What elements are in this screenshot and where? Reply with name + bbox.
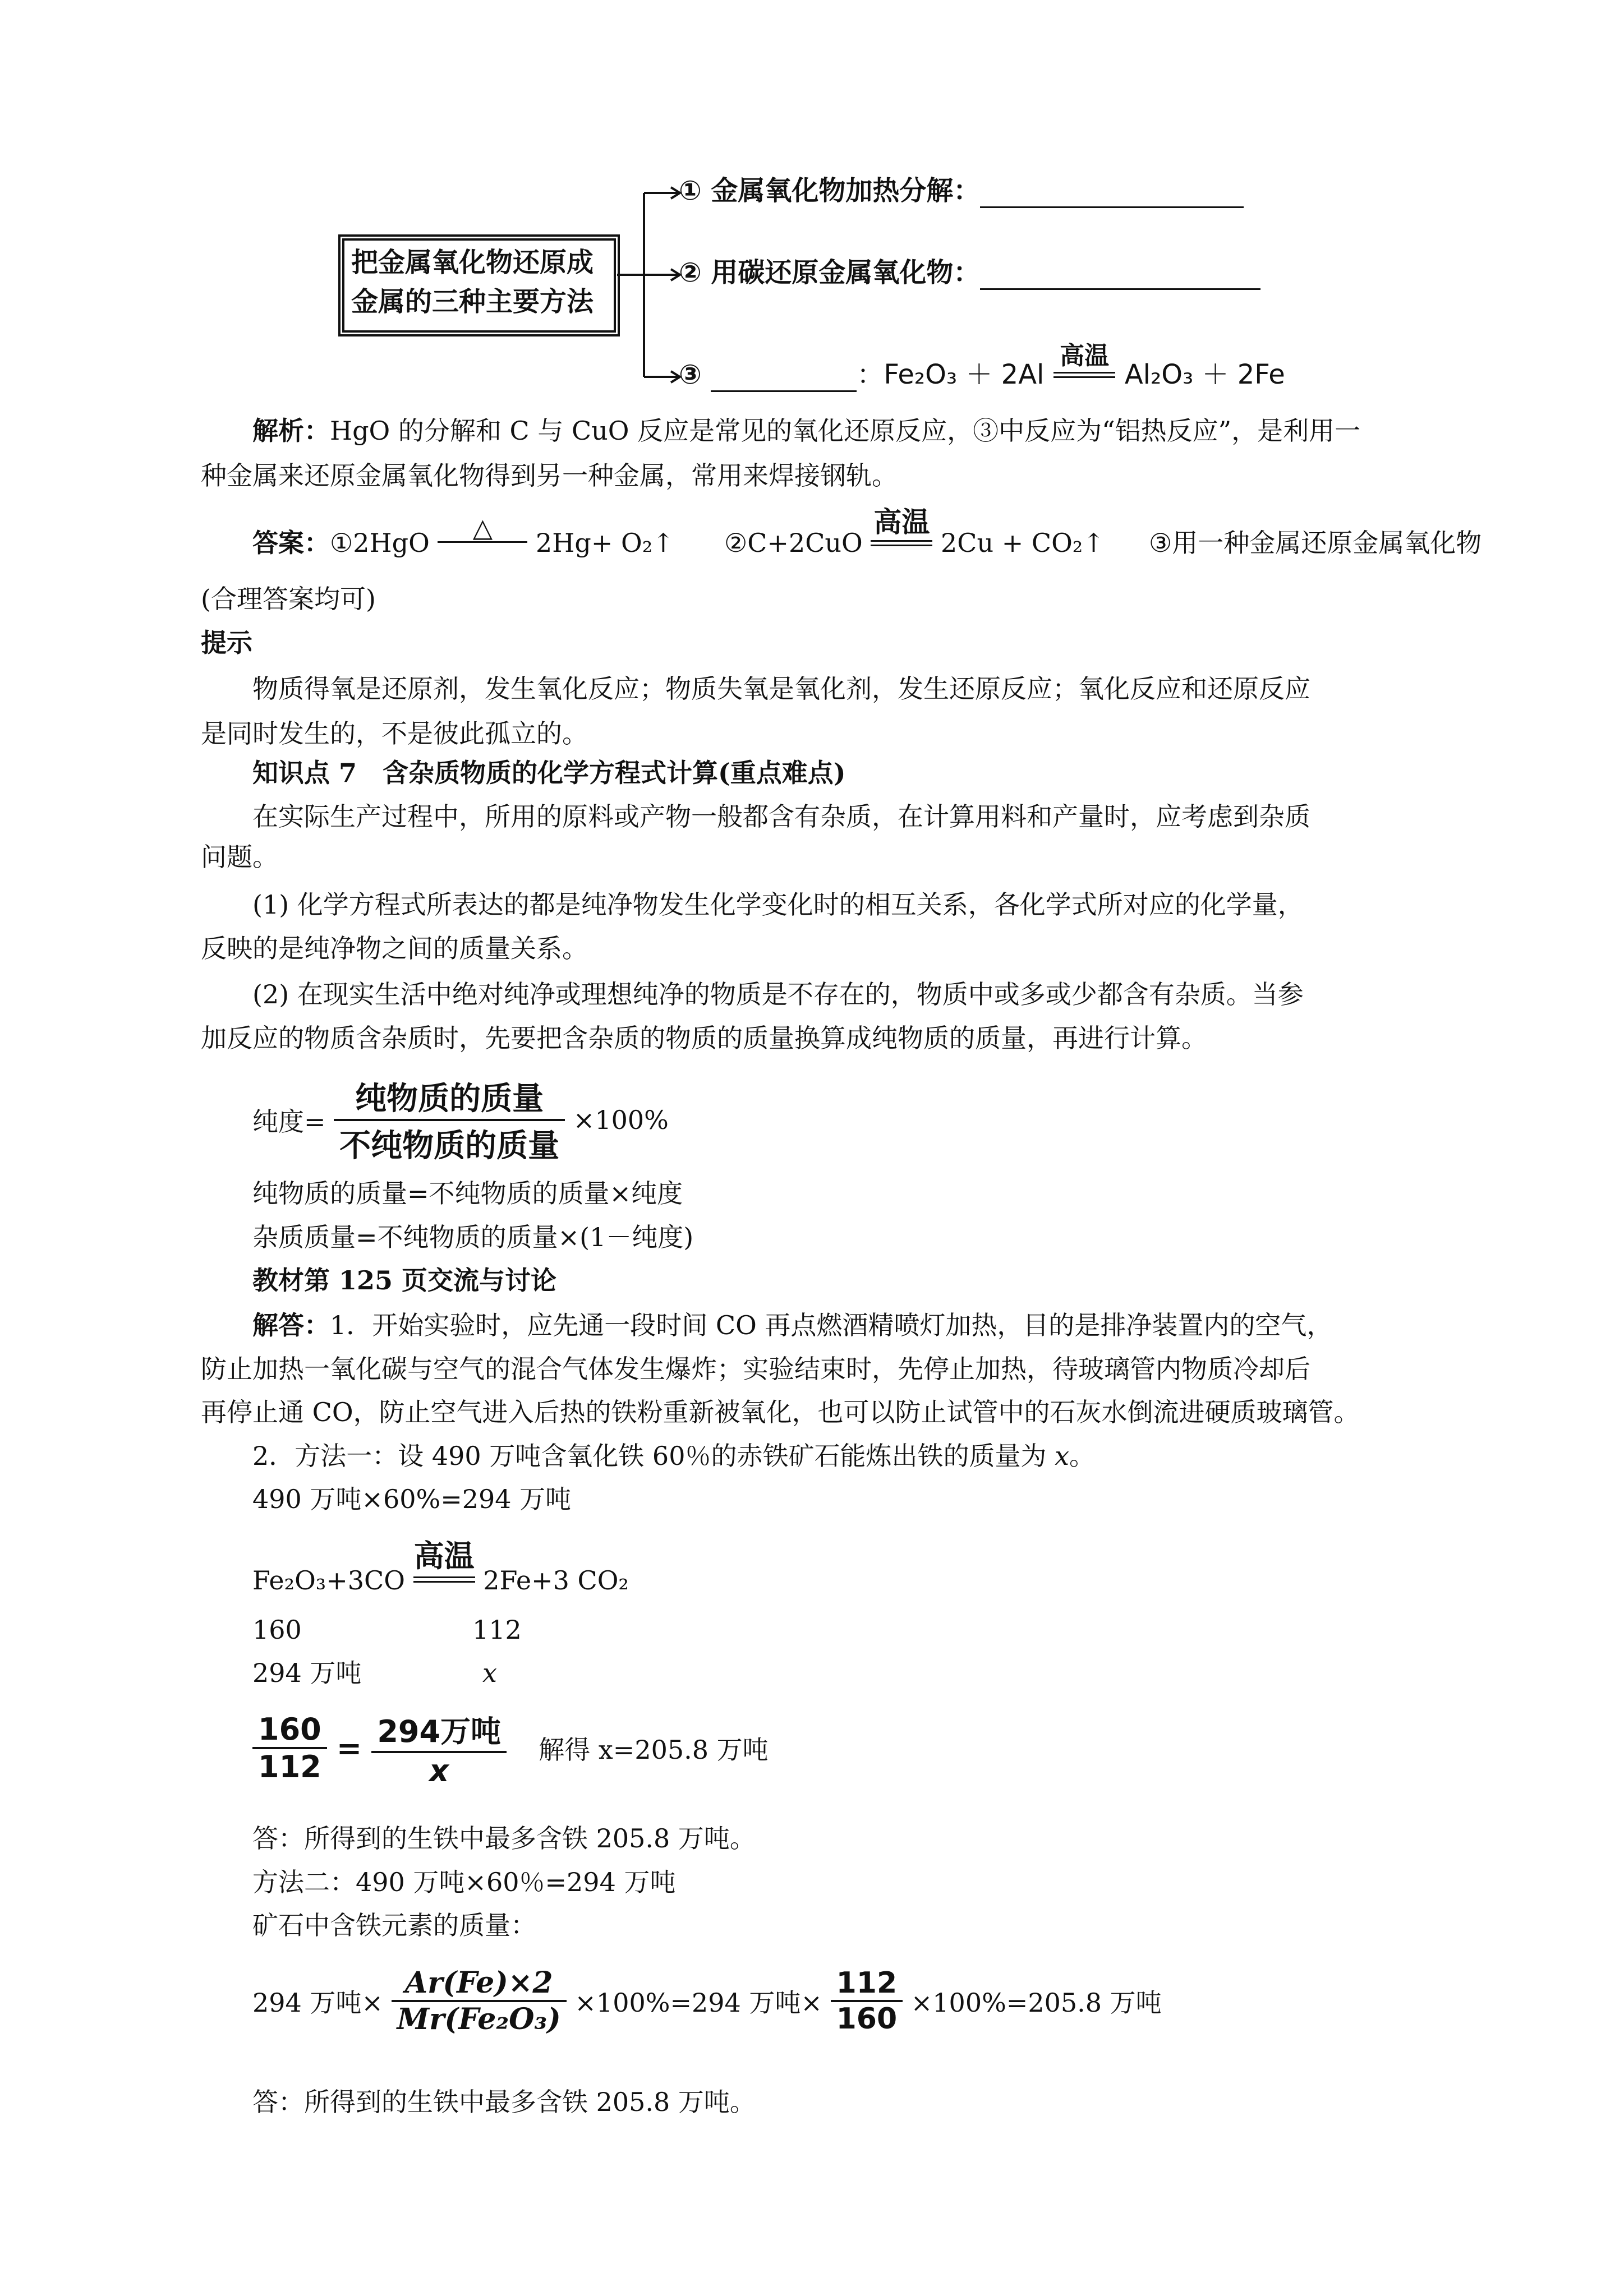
answer-label: 答案： [252,528,330,558]
reaction-equation: Fe₂O₃+3CO 高温 2Fe+3 CO₂ [252,1538,629,1596]
ratio-160: 160 [252,1615,302,1645]
k7-point-1b: 反映的是纯净物之间的质量关系。 [201,933,588,963]
tip-line-1: 物质得氧是还原剂，发生氧化反应；物质失氧是氧化剂，发生还原反应；氧化反应和还原反应 [252,674,1310,704]
formula-pure-mass: 纯物质的质量=不纯物质的质量×纯度 [252,1178,683,1209]
k7-point-1a: (1) 化学方程式所表达的都是纯净物发生化学变化时的相互关系，各化学式所对应的化学量， [252,889,1304,920]
method-1-line: 490 万吨×60%=294 万吨 [252,1484,572,1514]
iron-ratio-fraction: $\frac{Ar(Fe)\times 2}{\text{Mr(Fe₂O₃)}}$ [392,1966,567,2036]
k7-intro-2: 问题。 [201,842,278,872]
branch-2-label: ② 用碳还原金属氧化物： [679,257,981,288]
answer-high-temp-condition: 高温 [871,540,932,552]
ratio-112: 112 [472,1615,522,1645]
answer-heat-condition: △ [438,541,527,552]
method-2-calculation: 294 万吨× $\frac{Ar(Fe)\times 2}{\text{Mr(Fe₂O₃)}}$ ×100%=294 万吨× $\frac{112}{160}$ ×100%=205.8 万吨 [252,1966,1162,2036]
proportion-right: $\frac{\text{294万吨}}{x}$ [371,1708,507,1788]
purity-formula [252,1074,669,1166]
proportion-solution: 解得 x=205.8 万吨 [539,1735,769,1765]
branch-2-blank[interactable] [980,257,1260,290]
textbook-answer-1: 解答：1．开始实验时，应先通一段时间 CO 再点燃酒精喷灯加热，目的是排净装置内的空气， [252,1310,1333,1340]
k7-point-2a: (2) 在现实生活中绝对纯净或理想纯净的物质是不存在的，物质中或多或少都含有杂质。当参 [252,979,1304,1009]
analysis-line-1: 解析：HgO 的分解和 C 与 CuO 反应是常见的氧化还原反应，③中反应为“铝热反应”，是利用一 [252,416,1361,446]
reaction-condition: 高温 [413,1576,475,1589]
branch-3-blank[interactable] [711,359,857,392]
box-line-1: 把金属氧化物还原成 [351,247,594,278]
ratio-x: x [482,1658,497,1688]
method-2-mass-label: 矿石中含铁元素的质量： [252,1910,536,1940]
branch-3-condition: 高温 [1053,372,1115,384]
purity-tail: ×100% [573,1105,669,1135]
k7-intro-1: 在实际生产过程中，所用的原料或产物一般都含有杂质，在计算用料和产量时，应考虑到杂质 [252,801,1310,832]
ratio-294: 294 万吨 [252,1658,362,1688]
analysis-label: 解析： [252,416,330,446]
textbook-heading: 教材第 125 页交流与讨论 [252,1265,557,1295]
method-2-line: 方法二：490 万吨×60％=294 万吨 [252,1867,676,1897]
branch-3-eq-left: ：Fe₂O₃ ＋ 2Al [857,359,1045,390]
answer-line-2: (合理答案均可) [201,584,376,614]
purity-fraction: $\frac{\text{纯物质的质量}}{\text{不纯物质的质量}}$ [334,1074,565,1166]
analysis-line-2: 种金属来还原金属氧化物得到另一种金属，常用来焊接钢轨。 [201,460,898,491]
proportion-left: $\frac{160}{112}$ [252,1712,327,1785]
k7-point-2b: 加反应的物质含杂质时，先要把含杂质的物质的质量换算成纯物质的质量，再进行计算。 [201,1023,1207,1053]
branch-1-blank[interactable] [980,175,1244,208]
formula-impurity-mass: 杂质质量=不纯物质的质量×(1－纯度) [252,1222,694,1252]
tip-line-2: 是同时发生的，不是彼此孤立的。 [201,718,588,749]
k7-heading: 知识点 7 含杂质物质的化学方程式计算(重点难点) [252,758,846,788]
branch-3 [679,342,1285,392]
branch-2 [679,257,1260,290]
branch-3-mark: ③ [679,359,702,390]
branch-1 [679,175,1244,208]
answer-method-2: 答：所得到的生铁中最多含铁 205.8 万吨。 [252,2087,756,2117]
answer-line-1: 答案：①2HgO △ 2Hg+ O₂↑ ②C+2CuO 高温 2Cu + CO₂↑ ③用一种金属还原金属氧化物 [252,505,1482,558]
tip-heading: 提示 [201,628,252,658]
proportion: $\frac{160}{112}$ = $\frac{\text{294万吨}}{x}$ 解得 x=205.8 万吨 [252,1708,769,1788]
box-line-2: 金属的三种主要方法 [351,286,594,317]
textbook-answer-1-line-3: 再停止通 CO，防止空气进入后热的铁粉重新被氧化，也可以防止试管中的石灰水倒流进硬质玻璃管。 [201,1397,1360,1427]
purity-label: 纯度= [252,1106,326,1137]
textbook-answer-label: 解答： [252,1310,330,1340]
textbook-answer-1-line-2: 防止加热一氧化碳与空气的混合气体发生爆炸；实验结束时，先停止加热，待玻璃管内物质冷却后 [201,1354,1310,1384]
iron-ratio-numeric: $\frac{112}{160}$ [831,1966,903,2036]
branch-3-eq-right: Al₂O₃ ＋ 2Fe [1124,359,1285,390]
answer-method-1: 答：所得到的生铁中最多含铁 205.8 万吨。 [252,1823,756,1854]
branch-1-label: ① 金属氧化物加热分解： [679,175,981,206]
textbook-answer-2: 2．方法一：设 490 万吨含氧化铁 60％的赤铁矿石能炼出铁的质量为 x。 [252,1441,1096,1471]
bracket-arrows [617,179,684,393]
